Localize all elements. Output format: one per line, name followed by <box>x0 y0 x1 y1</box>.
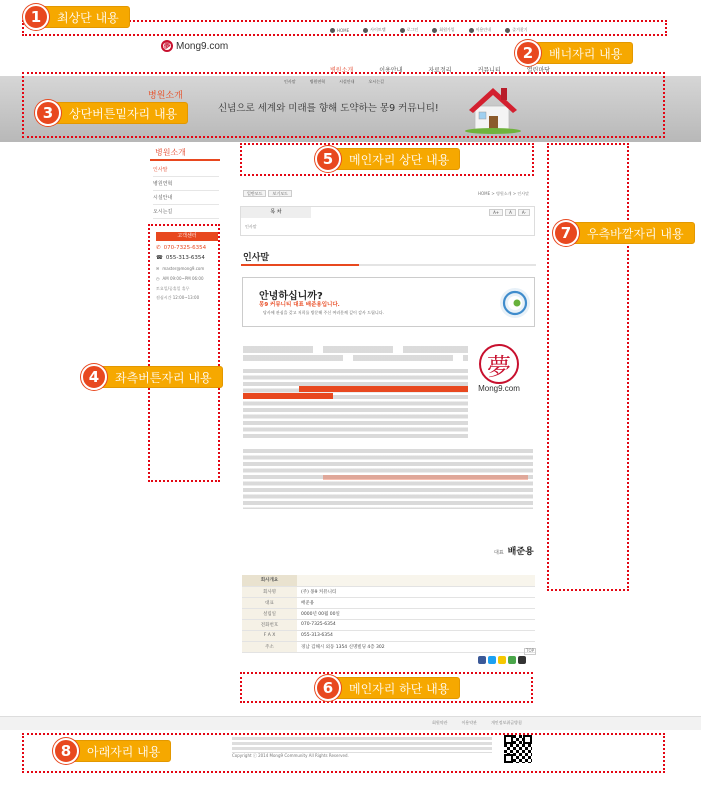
callout-6: 6 메인자리 하단 내용 <box>318 677 460 699</box>
greeting-box <box>242 277 535 327</box>
toc-item[interactable]: 인사말 <box>245 224 257 229</box>
util-sitemap[interactable]: 사이트맵 <box>363 27 385 33</box>
table-row: 회사명 (주) 몽9 커뮤니티 <box>242 586 535 597</box>
signature <box>494 544 534 557</box>
callout-8: 8 아래자리 내용 <box>56 740 171 762</box>
table-row: F A X 055-313-6354 <box>242 630 535 641</box>
lnb-item-history[interactable]: 병원연혁 <box>153 177 219 191</box>
banner-slogan: 신념으로 세계와 미래를 향해 도약하는 몽9 커뮤니티! <box>218 103 439 114</box>
util-guide[interactable]: 이용안내 <box>469 27 491 33</box>
banner-section-title: 병원소개 <box>148 91 183 101</box>
gnb-item-open[interactable]: 열린마당 <box>526 67 550 74</box>
footer-links <box>432 720 522 726</box>
highlight-bar <box>243 393 333 399</box>
logo-text: Mong9.com <box>176 40 229 52</box>
util-favorite[interactable]: 즐겨찾기 <box>505 27 527 33</box>
circles-illustration <box>498 284 532 322</box>
greeting-title: 안녕하십니까? <box>259 291 323 302</box>
cs-note2: 점심시간 12:00~13:00 <box>156 295 200 300</box>
footer-bar <box>0 716 701 730</box>
callout-3: 3 상단버튼밑자리 내용 <box>38 102 188 124</box>
font-down-button[interactable]: A- <box>518 209 530 216</box>
top-button[interactable]: TOP <box>526 648 535 653</box>
footer-link-privacy[interactable]: 개인정보취급방침 <box>490 720 522 725</box>
signature-prefix: 대표 <box>494 550 504 556</box>
table-row: 대표 배준용 <box>242 597 535 608</box>
cs-head: 고객센터 <box>156 232 218 241</box>
footer-link-usage[interactable]: 이용약관 <box>461 720 477 725</box>
page-title: 인사말 <box>243 253 270 263</box>
fax-icon: ☎ <box>156 255 163 261</box>
sub-nav-item[interactable]: 오시는길 <box>368 79 384 84</box>
breadcrumb: HOME > 병원소개 > 인사말 <box>478 191 529 196</box>
emblem-text: Mong9.com <box>478 384 520 393</box>
title-underline <box>241 264 536 266</box>
content-tools <box>243 190 292 197</box>
util-join[interactable]: 회원가입 <box>432 27 454 33</box>
highlight-bar <box>299 386 468 392</box>
footer-link-terms[interactable]: 회원약관 <box>432 720 448 725</box>
lnb-divider <box>150 159 220 161</box>
clock-icon: ◷ <box>156 276 160 281</box>
gnb-item-data[interactable]: 자료정리 <box>428 67 452 74</box>
callout-7: 7 우측바깥자리 내용 <box>556 222 695 244</box>
normal-mode-button[interactable]: 일반모드 <box>243 190 266 197</box>
cs-phone1: ✆ 070-7325-6354 <box>156 245 207 251</box>
facebook-icon[interactable] <box>478 656 486 664</box>
lnb-item-facility[interactable]: 시설안내 <box>153 191 219 205</box>
kakaostory-icon[interactable] <box>498 656 506 664</box>
body-text-2 <box>243 449 533 509</box>
lnb-item-greeting[interactable]: 인사말 <box>153 163 219 177</box>
info-table-head: 회사개요 <box>242 575 297 586</box>
logo-mark-icon: 夢 <box>161 40 173 52</box>
util-login[interactable]: 로그인 <box>400 27 419 33</box>
footer-copyright: Copyright ⓒ 2014 Mong9 Community All Rights Reserved. <box>232 753 349 758</box>
sub-nav-item[interactable]: 인사말 <box>284 79 296 84</box>
greeting-desc: 당사에 관심을 갖고 저희를 방문해 주신 여러분께 깊이 감사 드립니다. <box>263 310 384 315</box>
cs-email: ✉ master@mong9.com <box>156 266 205 271</box>
mong9-emblem <box>476 344 522 393</box>
callout-2: 2 배너자리 내용 <box>518 42 633 64</box>
table-row: 설립일 0000년 00월 00일 <box>242 608 535 619</box>
emblem-mark-icon: 夢 <box>479 344 519 384</box>
band-icon[interactable] <box>508 656 516 664</box>
sub-nav-item[interactable]: 병원연혁 <box>309 79 326 84</box>
toc-box <box>240 206 535 236</box>
table-row: 주소 경남 김해시 외동 1354 신명빌딩 4층 302 <box>242 641 535 652</box>
region-left <box>148 224 220 482</box>
twitter-icon[interactable] <box>488 656 496 664</box>
font-up-button[interactable]: A+ <box>489 209 503 216</box>
phone-icon: ✆ <box>156 245 161 251</box>
gnb-item-guide[interactable]: 이용안내 <box>379 67 403 74</box>
sub-nav-item[interactable]: 시설안내 <box>339 79 355 84</box>
lnb-item-location[interactable]: 오시는길 <box>153 205 219 219</box>
cs-phone2: ☎ 055-313-6354 <box>156 255 205 261</box>
cs-hours: ◷ AM 09:00~PM 06:00 <box>156 276 204 281</box>
greeting-subtitle: 몽9 커뮤니티 대표 배준용입니다. <box>259 302 340 308</box>
gnb-item-about[interactable]: 병원소개 <box>330 67 354 74</box>
highlight-line <box>323 475 528 480</box>
sns-icons <box>478 656 526 664</box>
region-right <box>547 143 629 591</box>
callout-1: 1 최상단 내용 <box>26 6 130 28</box>
mail-icon: ✉ <box>156 266 160 271</box>
company-info-table <box>242 575 535 653</box>
font-reset-button[interactable]: A <box>505 209 516 216</box>
share-icon[interactable] <box>518 656 526 664</box>
body-text-1 <box>243 346 468 441</box>
lnb-menu <box>153 163 219 219</box>
toc-head: 목 차 <box>241 207 311 218</box>
cs-note1: 토요일/공휴일 휴무 <box>156 286 190 291</box>
signature-name: 배준용 <box>507 547 534 557</box>
util-home[interactable]: HOME <box>330 27 349 33</box>
font-size-controls <box>489 209 530 216</box>
lnb-title: 병원소개 <box>155 148 186 157</box>
callout-5: 5 메인자리 상단 내용 <box>318 148 460 170</box>
callout-4: 4 좌측버튼자리 내용 <box>84 366 223 388</box>
gnb-item-community[interactable]: 커뮤니티 <box>477 67 501 74</box>
table-row: 전화번호 070-7325-6354 <box>242 619 535 630</box>
view-mode-button[interactable]: 보기모드 <box>268 190 291 197</box>
